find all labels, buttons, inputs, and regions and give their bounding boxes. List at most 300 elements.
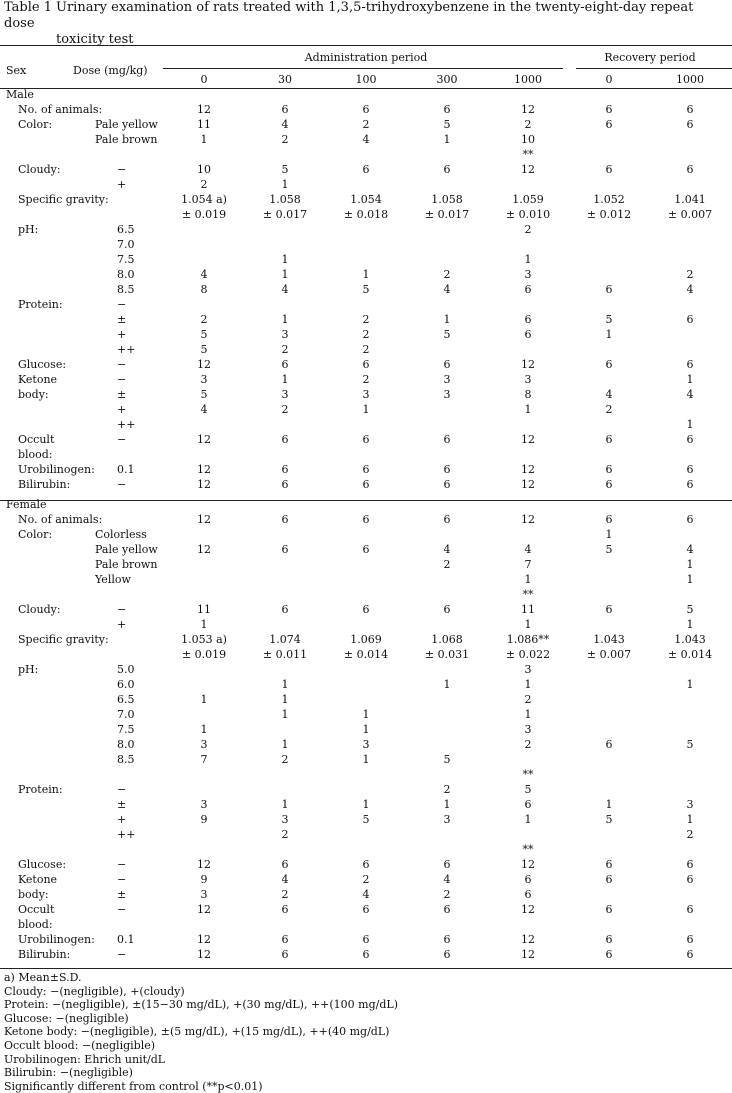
category-label: − — [117, 603, 127, 616]
table-cell: 1 — [362, 708, 370, 721]
table-cell: 12 — [521, 858, 535, 871]
table-cell: ± 0.010 — [505, 208, 551, 221]
footnote: a) Mean±S.D. — [4, 971, 82, 984]
table-cell: 6 — [281, 433, 289, 446]
category-label: ++ — [117, 343, 136, 356]
table-cell: 2 — [524, 738, 532, 751]
table-cell: 3 — [524, 268, 532, 281]
category-label: Pale brown — [95, 558, 158, 571]
table-cell: 6 — [443, 463, 451, 476]
table-cell: 12 — [521, 903, 535, 916]
table-cell: 6 — [605, 873, 613, 886]
table-cell: 5 — [200, 343, 208, 356]
recovery-period-header: Recovery period — [604, 51, 696, 64]
table-cell: 1 — [686, 618, 694, 631]
table-cell: 6 — [605, 358, 613, 371]
table-cell: 1 — [281, 693, 289, 706]
table-cell: 2 — [443, 268, 451, 281]
table-cell: 1 — [362, 798, 370, 811]
title-text-line1: Urinary examination of rats treated with 1,3,5-trihydroxybenzene in the twenty-eight-day repeat dose — [4, 0, 694, 31]
table-cell: 2 — [281, 888, 289, 901]
table-cell: 3 — [524, 663, 532, 676]
parameter-label: Ketone — [18, 373, 58, 386]
table-cell: 6 — [443, 513, 451, 526]
bottom-rule — [0, 968, 732, 969]
table-cell: 6 — [281, 358, 289, 371]
table-cell: 1 — [443, 313, 451, 326]
table-cell: 6 — [443, 603, 451, 616]
table-cell: 6 — [362, 513, 370, 526]
table-cell: 6 — [605, 118, 613, 131]
table-cell: 4 — [200, 403, 208, 416]
table-cell: 6 — [443, 858, 451, 871]
table-cell: 2 — [281, 403, 289, 416]
table-cell: 5 — [281, 163, 289, 176]
table-cell: 12 — [197, 903, 211, 916]
table-cell: 6 — [686, 358, 694, 371]
table-cell: 6 — [281, 933, 289, 946]
table-cell: 6 — [362, 948, 370, 961]
table-cell: ± 0.014 — [667, 648, 713, 661]
table-cell: 3 — [362, 738, 370, 751]
table-cell: 12 — [197, 543, 211, 556]
table-cell: 1 — [200, 618, 208, 631]
table-cell: 6 — [686, 103, 694, 116]
table-cell: 5 — [362, 283, 370, 296]
table-cell: 1.053 a) — [181, 633, 227, 646]
parameter-label: Specific gravity: — [18, 633, 109, 646]
table-cell: 1 — [281, 798, 289, 811]
table-cell: 6 — [362, 478, 370, 491]
category-label: 7.5 — [117, 723, 135, 736]
category-label: ± — [117, 313, 127, 326]
recovery-period-rule — [576, 68, 732, 69]
table-cell: 6 — [524, 798, 532, 811]
table-cell: 6 — [362, 903, 370, 916]
category-label: Colorless — [95, 528, 147, 541]
table-cell: 11 — [521, 603, 535, 616]
table-cell: ± 0.007 — [667, 208, 713, 221]
footnote: Bilirubin: −(negligible) — [4, 1066, 133, 1080]
parameter-label: Glucose: — [18, 858, 67, 871]
category-label: − — [117, 903, 127, 916]
category-label: 8.5 — [117, 283, 135, 296]
parameter-label: Occult — [18, 903, 55, 916]
table-cell: 6 — [605, 933, 613, 946]
table-cell: 3 — [281, 388, 289, 401]
table-cell: ± 0.019 — [181, 208, 227, 221]
table-cell: ** — [522, 843, 534, 856]
category-label: ± — [117, 388, 127, 401]
table-cell: 1 — [200, 693, 208, 706]
table-cell: 12 — [521, 933, 535, 946]
table-cell: ** — [522, 588, 534, 601]
table-cell: 6 — [362, 543, 370, 556]
table-cell: 6 — [524, 283, 532, 296]
table-cell: 6 — [524, 873, 532, 886]
table-cell: ± 0.019 — [181, 648, 227, 661]
table-cell: 6 — [443, 163, 451, 176]
table-cell: 1 — [281, 313, 289, 326]
table-cell: 6 — [362, 933, 370, 946]
category-label: ± — [117, 888, 127, 901]
table-cell: 6 — [281, 603, 289, 616]
table-cell: 1 — [524, 618, 532, 631]
table-cell: 5 — [605, 313, 613, 326]
table-cell: 2 — [281, 133, 289, 146]
table-cell: 6 — [686, 873, 694, 886]
table-cell: 1 — [686, 418, 694, 431]
footnote: Occult blood: −(negligible) — [4, 1038, 156, 1052]
table-cell: 3 — [281, 328, 289, 341]
category-label: ++ — [117, 418, 136, 431]
table-cell: 8 — [200, 283, 208, 296]
dose-column-header: 300 — [436, 73, 458, 86]
category-label: + — [117, 618, 127, 631]
dose-column-header: 1000 — [514, 73, 542, 86]
category-label: − — [117, 373, 127, 386]
dose-column-header: 30 — [278, 73, 292, 86]
table-cell: 2 — [524, 118, 532, 131]
table-cell: 1 — [686, 558, 694, 571]
category-label: 6.5 — [117, 223, 135, 236]
table-cell: 12 — [521, 163, 535, 176]
dose-column-header: 0 — [605, 73, 613, 86]
table-cell: 1.041 — [674, 193, 706, 206]
table-cell: 6 — [605, 738, 613, 751]
table-cell: ± 0.012 — [586, 208, 632, 221]
table-cell: 2 — [281, 753, 289, 766]
table-cell: 12 — [521, 513, 535, 526]
table-cell: 2 — [362, 313, 370, 326]
category-label: − — [117, 358, 127, 371]
table-cell: 5 — [443, 328, 451, 341]
table-cell: 6 — [281, 948, 289, 961]
table-cell: 6 — [686, 118, 694, 131]
table-cell: 6 — [605, 103, 613, 116]
table-cell: 1 — [524, 708, 532, 721]
table-cell: 12 — [197, 103, 211, 116]
category-label: − — [117, 433, 127, 446]
table-cell: 6 — [605, 948, 613, 961]
table-cell: 9 — [200, 873, 208, 886]
table-cell: 6 — [524, 328, 532, 341]
parameter-label: Ketone — [18, 873, 58, 886]
table-cell: 2 — [362, 118, 370, 131]
table-cell: 6 — [443, 933, 451, 946]
parameter-label: body: — [18, 388, 49, 401]
table-cell: 4 — [362, 888, 370, 901]
table-cell: ± 0.007 — [586, 648, 632, 661]
category-label: + — [117, 178, 127, 191]
parameter-label: blood: — [18, 448, 53, 461]
sex-label: Male — [6, 88, 34, 101]
table-cell: 3 — [443, 388, 451, 401]
table-cell: 1 — [281, 253, 289, 266]
table-cell: 1 — [281, 738, 289, 751]
footnote: Urobilinogen: Ehrich unit/dL — [4, 1052, 166, 1066]
category-label: 6.0 — [117, 678, 135, 691]
table-cell: 1 — [686, 573, 694, 586]
table-cell: 1 — [281, 373, 289, 386]
category-label: ++ — [117, 828, 136, 841]
parameter-label: Protein: — [18, 298, 63, 311]
table-cell: 2 — [281, 828, 289, 841]
table-cell: 2 — [605, 403, 613, 416]
table-cell: 5 — [362, 813, 370, 826]
table-cell: 12 — [521, 478, 535, 491]
table-cell: 5 — [524, 783, 532, 796]
table-cell: 1 — [524, 813, 532, 826]
table-cell: 6 — [281, 463, 289, 476]
category-label: 0.1 — [117, 463, 135, 476]
category-label: 7.5 — [117, 253, 135, 266]
table-cell: 1 — [605, 328, 613, 341]
table-cell: 12 — [197, 858, 211, 871]
table-cell: 1 — [281, 268, 289, 281]
table-cell: 6 — [443, 478, 451, 491]
footnote: Ketone body: −(negligible), ±(5 mg/dL), +(15 mg/dL), ++(40 mg/dL) — [4, 1025, 390, 1039]
table-cell: 6 — [443, 433, 451, 446]
table-cell: 4 — [200, 268, 208, 281]
parameter-label: body: — [18, 888, 49, 901]
table-cell: 1 — [524, 253, 532, 266]
table-cell: 2 — [524, 693, 532, 706]
table-cell: 6 — [443, 103, 451, 116]
table-cell: 3 — [362, 388, 370, 401]
table-cell: 6 — [281, 478, 289, 491]
table-cell: 2 — [443, 558, 451, 571]
table-cell: 1 — [524, 573, 532, 586]
table-cell: 2 — [443, 783, 451, 796]
category-label: Yellow — [95, 573, 131, 586]
table-cell: ± 0.018 — [343, 208, 389, 221]
table-cell: 1.068 — [431, 633, 463, 646]
table-cell: 6 — [686, 478, 694, 491]
table-cell: 5 — [200, 328, 208, 341]
category-label: Pale brown — [95, 133, 158, 146]
table-cell: 1.069 — [350, 633, 382, 646]
table-cell: 11 — [197, 603, 211, 616]
dose-column-header: 1000 — [676, 73, 704, 86]
footnote: Significantly different from control (**p<0.01) — [4, 1079, 263, 1093]
footnote: Cloudy: −(negligible), +(cloudy) — [4, 984, 185, 998]
table-cell: 12 — [197, 513, 211, 526]
table-cell: 6 — [362, 163, 370, 176]
table-cell: 12 — [521, 433, 535, 446]
table-cell: 3 — [200, 798, 208, 811]
table-cell: 6 — [686, 903, 694, 916]
table-cell: 4 — [443, 283, 451, 296]
table-cell: 1 — [605, 528, 613, 541]
category-label: − — [117, 858, 127, 871]
table-cell: 10 — [197, 163, 211, 176]
table-cell: 10 — [521, 133, 535, 146]
table-cell: 1.054 a) — [181, 193, 227, 206]
parameter-label: Occult — [18, 433, 55, 446]
table-cell: 1.059 — [512, 193, 544, 206]
table-cell: 6 — [281, 543, 289, 556]
table-cell: 2 — [362, 373, 370, 386]
table-cell: 2 — [362, 343, 370, 356]
parameter-label: Color: — [18, 528, 53, 541]
table-cell: 1 — [362, 723, 370, 736]
table-cell: ± 0.031 — [424, 648, 470, 661]
table-cell: 1 — [524, 678, 532, 691]
category-label: 5.0 — [117, 663, 135, 676]
top-rule — [0, 45, 732, 46]
table-cell: 6 — [605, 903, 613, 916]
table-cell: 3 — [200, 373, 208, 386]
category-label: − — [117, 478, 127, 491]
dose-column-header: 100 — [355, 73, 377, 86]
table-cell: 4 — [362, 133, 370, 146]
sex-header: Sex — [6, 64, 27, 77]
table-cell: 6 — [362, 103, 370, 116]
table-cell: 1.043 — [674, 633, 706, 646]
table-cell: 4 — [686, 543, 694, 556]
table-cell: 1 — [686, 373, 694, 386]
table-cell: 6 — [524, 888, 532, 901]
table-cell: 4 — [443, 873, 451, 886]
table-cell: 6 — [686, 948, 694, 961]
table-cell: 6 — [686, 163, 694, 176]
table-cell: 4 — [281, 283, 289, 296]
table-cell: 2 — [686, 828, 694, 841]
category-label: 7.0 — [117, 708, 135, 721]
table-cell: 4 — [686, 388, 694, 401]
table-cell: 6 — [281, 903, 289, 916]
category-label: 8.5 — [117, 753, 135, 766]
parameter-label: Protein: — [18, 783, 63, 796]
table-cell: 7 — [524, 558, 532, 571]
table-cell: 6 — [686, 433, 694, 446]
table-cell: 6 — [443, 358, 451, 371]
header-rule — [0, 88, 732, 89]
table-cell: 1.052 — [593, 193, 625, 206]
table-cell: 1.054 — [350, 193, 382, 206]
table-cell: 6 — [686, 933, 694, 946]
table-cell: 6 — [362, 603, 370, 616]
table-cell: 12 — [197, 933, 211, 946]
table-cell: 1 — [281, 178, 289, 191]
male-female-rule — [0, 500, 732, 501]
table-cell: 6 — [686, 313, 694, 326]
table-cell: 1 — [443, 798, 451, 811]
table-cell: ± 0.017 — [262, 208, 308, 221]
table-cell: 6 — [362, 433, 370, 446]
table-cell: 1 — [524, 403, 532, 416]
category-label: 6.5 — [117, 693, 135, 706]
table-cell: 2 — [281, 343, 289, 356]
parameter-label: pH: — [18, 663, 39, 676]
parameter-label: Color: — [18, 118, 53, 131]
category-label: Pale yellow — [95, 118, 158, 131]
table-cell: 1 — [686, 678, 694, 691]
category-label: − — [117, 163, 127, 176]
table-cell: 3 — [686, 798, 694, 811]
table-cell: 3 — [524, 723, 532, 736]
parameter-label: No. of animals: — [18, 103, 103, 116]
admin-period-rule — [163, 68, 563, 69]
footnote: Glucose: −(negligible) — [4, 1011, 129, 1025]
table-cell: ± 0.022 — [505, 648, 551, 661]
table-cell: 12 — [197, 433, 211, 446]
table-cell: 12 — [197, 478, 211, 491]
table-cell: 6 — [686, 513, 694, 526]
table-cell: 1 — [362, 753, 370, 766]
table-cell: 6 — [605, 163, 613, 176]
category-label: − — [117, 298, 127, 311]
table-cell: 5 — [443, 118, 451, 131]
parameter-label: Urobilinogen: — [18, 933, 95, 946]
table-cell: 6 — [605, 433, 613, 446]
table-cell: 3 — [524, 373, 532, 386]
table-cell: 5 — [605, 813, 613, 826]
table-title — [4, 0, 724, 48]
table-cell: 1.058 — [269, 193, 301, 206]
table-cell: 6 — [362, 858, 370, 871]
table-cell: 1.058 — [431, 193, 463, 206]
table-cell: 6 — [362, 463, 370, 476]
table-cell: 6 — [443, 903, 451, 916]
table-cell: 5 — [686, 603, 694, 616]
parameter-label: Urobilinogen: — [18, 463, 95, 476]
table-cell: 4 — [605, 388, 613, 401]
table-cell: 1.086** — [506, 633, 550, 646]
table-cell: 6 — [605, 463, 613, 476]
table-cell: 12 — [521, 358, 535, 371]
parameter-label: No. of animals: — [18, 513, 103, 526]
table-cell: ** — [522, 768, 534, 781]
table-cell: 4 — [443, 543, 451, 556]
table-cell: 6 — [362, 358, 370, 371]
category-label: 0.1 — [117, 933, 135, 946]
table-cell: 1 — [281, 708, 289, 721]
table-cell: 4 — [524, 543, 532, 556]
parameter-label: Bilirubin: — [18, 948, 71, 961]
table-cell: 2 — [362, 328, 370, 341]
table-cell: 12 — [521, 103, 535, 116]
table-cell: 2 — [200, 313, 208, 326]
table-cell: 6 — [605, 858, 613, 871]
table-cell: ± 0.011 — [262, 648, 308, 661]
table-cell: 6 — [686, 858, 694, 871]
table-cell: 5 — [686, 738, 694, 751]
table-cell: 6 — [443, 948, 451, 961]
table-cell: 3 — [443, 813, 451, 826]
table-cell: 6 — [605, 478, 613, 491]
table-cell: 1.074 — [269, 633, 301, 646]
table-cell: 12 — [197, 463, 211, 476]
table-cell: 8 — [524, 388, 532, 401]
table-cell: 1 — [686, 813, 694, 826]
table-cell: ** — [522, 148, 534, 161]
category-label: ± — [117, 798, 127, 811]
table-cell: 6 — [281, 858, 289, 871]
table-cell: 11 — [197, 118, 211, 131]
table-cell: 1.043 — [593, 633, 625, 646]
table-cell: 5 — [605, 543, 613, 556]
table-cell: 12 — [521, 463, 535, 476]
table-cell: 12 — [197, 358, 211, 371]
table-cell: 6 — [524, 313, 532, 326]
table-cell: 3 — [443, 373, 451, 386]
table-cell: 6 — [605, 283, 613, 296]
table-cell: 6 — [281, 513, 289, 526]
table-cell: 2 — [524, 223, 532, 236]
parameter-label: Specific gravity: — [18, 193, 109, 206]
